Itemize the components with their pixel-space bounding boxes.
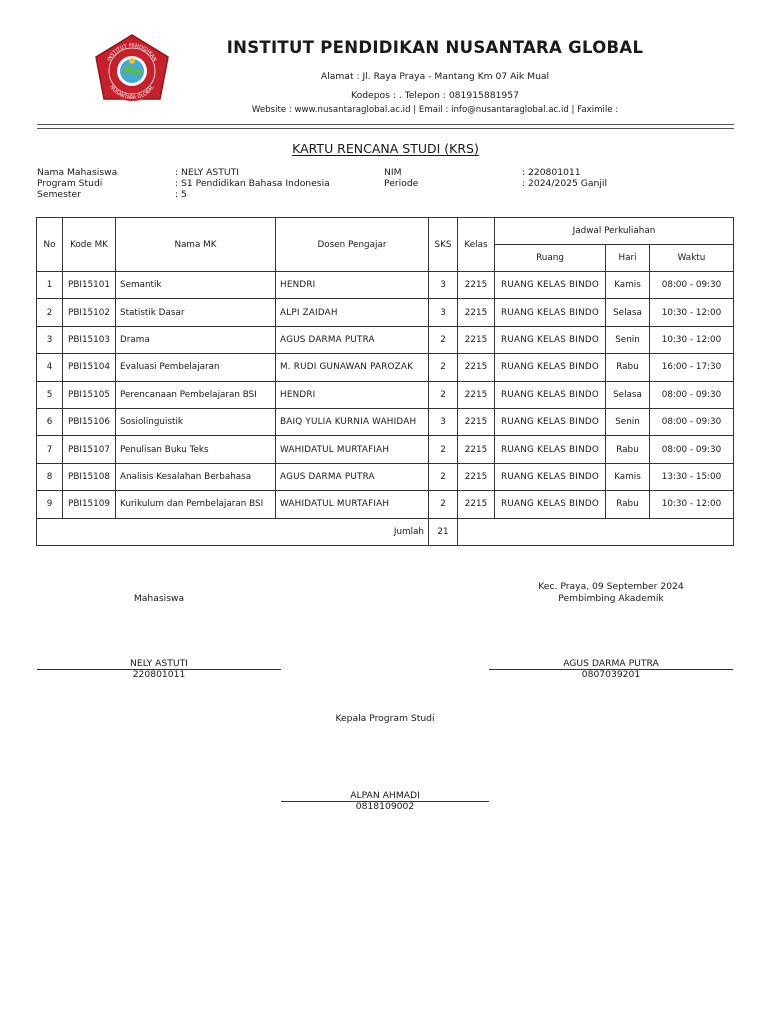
- table-row: [37, 272, 734, 299]
- cell-room: RUANG KELAS BINDO: [495, 381, 606, 408]
- cell-time: 16:00 - 17:30: [650, 354, 734, 381]
- cell-day: Rabu: [606, 354, 650, 381]
- cell-sks: 2: [429, 326, 458, 353]
- head-role: Kepala Program Studi: [335, 713, 435, 724]
- table-row: [37, 463, 734, 490]
- cell-lecturer: WAHIDATUL MURTAFIAH: [276, 491, 429, 518]
- cell-class: 2215: [458, 491, 495, 518]
- cell-no: 1: [37, 272, 63, 299]
- cell-class: 2215: [458, 381, 495, 408]
- cell-sks: 3: [429, 408, 458, 435]
- cell-room: RUANG KELAS BINDO: [495, 491, 606, 518]
- header-class: Kelas: [458, 218, 495, 272]
- cell-no: 5: [37, 381, 63, 408]
- cell-time: 08:00 - 09:30: [650, 436, 734, 463]
- place-date: Kec. Praya, 09 September 2024: [538, 581, 684, 592]
- cell-no: 4: [37, 354, 63, 381]
- cell-no: 3: [37, 326, 63, 353]
- total-empty-cell: [458, 518, 734, 545]
- cell-day: Rabu: [606, 436, 650, 463]
- cell-lecturer: BAIQ YULIA KURNIA WAHIDAH: [276, 408, 429, 435]
- cell-sks: 2: [429, 381, 458, 408]
- cell-class: 2215: [458, 326, 495, 353]
- header-no: No: [37, 218, 63, 272]
- header-divider: [37, 124, 734, 125]
- cell-day: Selasa: [606, 381, 650, 408]
- table-row: [37, 299, 734, 326]
- cell-code: PBI15101: [63, 272, 116, 299]
- header-course-code: Kode MK: [63, 218, 116, 272]
- cell-day: Rabu: [606, 491, 650, 518]
- institution-address: Alamat : Jl. Raya Praya - Mantang Km 07 Aik Mual: [320, 71, 550, 82]
- nim-label: NIM: [384, 167, 402, 178]
- cell-room: RUANG KELAS BINDO: [495, 326, 606, 353]
- student-role: Mahasiswa: [133, 593, 185, 604]
- cell-time: 10:30 - 12:00: [650, 326, 734, 353]
- cell-sks: 2: [429, 354, 458, 381]
- cell-class: 2215: [458, 272, 495, 299]
- cell-room: RUANG KELAS BINDO: [495, 272, 606, 299]
- cell-class: 2215: [458, 408, 495, 435]
- cell-sks: 3: [429, 272, 458, 299]
- program-label: Program Studi: [37, 178, 103, 189]
- semester-value: : 5: [175, 189, 187, 200]
- cell-time: 10:30 - 12:00: [650, 299, 734, 326]
- cell-code: PBI15105: [63, 381, 116, 408]
- period-value: : 2024/2025 Ganjil: [522, 178, 608, 189]
- cell-course: Drama: [116, 326, 276, 353]
- cell-day: Kamis: [606, 463, 650, 490]
- cell-code: PBI15109: [63, 491, 116, 518]
- cell-code: PBI15108: [63, 463, 116, 490]
- document-title-text: KARTU RENCANA STUDI (KRS): [292, 141, 479, 156]
- head-signature-id: 0818109002: [355, 801, 415, 812]
- krs-table: [36, 217, 734, 546]
- cell-time: 08:00 - 09:30: [650, 272, 734, 299]
- header-day: Hari: [606, 245, 650, 272]
- program-value: : S1 Pendidikan Bahasa Indonesia: [175, 178, 330, 189]
- cell-lecturer: HENDRI: [276, 381, 429, 408]
- cell-room: RUANG KELAS BINDO: [495, 408, 606, 435]
- institution-logo: [92, 33, 172, 108]
- student-name-label: Nama Mahasiswa: [37, 167, 118, 178]
- table-row: [37, 408, 734, 435]
- cell-day: Kamis: [606, 272, 650, 299]
- header-time: Waktu: [650, 245, 734, 272]
- cell-no: 7: [37, 436, 63, 463]
- cell-lecturer: ALPI ZAIDAH: [276, 299, 429, 326]
- institution-postal-phone: Kodepos : . Telepon : 081915881957: [351, 90, 519, 101]
- student-signature-id: 220801011: [132, 669, 186, 680]
- cell-course: Evaluasi Pembelajaran: [116, 354, 276, 381]
- advisor-signature-id: 0807039201: [581, 669, 641, 680]
- student-signature-name: NELY ASTUTI: [130, 658, 188, 669]
- cell-sks: 2: [429, 436, 458, 463]
- cell-room: RUANG KELAS BINDO: [495, 436, 606, 463]
- header-schedule: Jadwal Perkuliahan: [495, 218, 734, 245]
- advisor-role: Pembimbing Akademik: [558, 593, 664, 604]
- cell-sks: 2: [429, 463, 458, 490]
- cell-day: Senin: [606, 408, 650, 435]
- cell-course: Analisis Kesalahan Berbahasa: [116, 463, 276, 490]
- head-signature-name: ALPAN AHMADI: [350, 790, 420, 801]
- cell-course: Perencanaan Pembelajaran BSI: [116, 381, 276, 408]
- cell-lecturer: AGUS DARMA PUTRA: [276, 463, 429, 490]
- institution-name: INSTITUT PENDIDIKAN NUSANTARA GLOBAL: [226, 38, 644, 57]
- cell-class: 2215: [458, 436, 495, 463]
- table-row: [37, 381, 734, 408]
- student-name-value: : NELY ASTUTI: [175, 167, 239, 178]
- table-row: [37, 354, 734, 381]
- cell-sks: 2: [429, 491, 458, 518]
- cell-room: RUANG KELAS BINDO: [495, 463, 606, 490]
- header-course-name: Nama MK: [116, 218, 276, 272]
- cell-time: 13:30 - 15:00: [650, 463, 734, 490]
- cell-room: RUANG KELAS BINDO: [495, 354, 606, 381]
- cell-code: PBI15107: [63, 436, 116, 463]
- header-lecturer: Dosen Pengajar: [276, 218, 429, 272]
- total-label: Jumlah: [37, 518, 429, 545]
- cell-code: PBI15104: [63, 354, 116, 381]
- cell-day: Senin: [606, 326, 650, 353]
- cell-day: Selasa: [606, 299, 650, 326]
- header-room: Ruang: [495, 245, 606, 272]
- cell-class: 2215: [458, 463, 495, 490]
- table-row: [37, 326, 734, 353]
- total-sks: 21: [429, 518, 458, 545]
- document-title: [37, 141, 734, 156]
- nim-value: : 220801011: [522, 167, 581, 178]
- cell-course: Semantik: [116, 272, 276, 299]
- total-row: [37, 518, 734, 545]
- cell-sks: 3: [429, 299, 458, 326]
- cell-no: 9: [37, 491, 63, 518]
- semester-label: Semester: [37, 189, 81, 200]
- cell-lecturer: M. RUDI GUNAWAN PAROZAK: [276, 354, 429, 381]
- cell-no: 6: [37, 408, 63, 435]
- table-row: [37, 436, 734, 463]
- cell-lecturer: HENDRI: [276, 272, 429, 299]
- period-label: Periode: [384, 178, 419, 189]
- header-sks: SKS: [429, 218, 458, 272]
- cell-code: PBI15102: [63, 299, 116, 326]
- cell-time: 08:00 - 09:30: [650, 408, 734, 435]
- cell-time: 08:00 - 09:30: [650, 381, 734, 408]
- cell-lecturer: WAHIDATUL MURTAFIAH: [276, 436, 429, 463]
- cell-course: Statistik Dasar: [116, 299, 276, 326]
- cell-code: PBI15106: [63, 408, 116, 435]
- cell-course: Sosiolinguistik: [116, 408, 276, 435]
- advisor-signature-name: AGUS DARMA PUTRA: [563, 658, 659, 669]
- cell-no: 8: [37, 463, 63, 490]
- header-divider-secondary: [37, 128, 734, 129]
- cell-time: 10:30 - 12:00: [650, 491, 734, 518]
- cell-no: 2: [37, 299, 63, 326]
- cell-room: RUANG KELAS BINDO: [495, 299, 606, 326]
- cell-class: 2215: [458, 354, 495, 381]
- logo-text-bottom: NUSANTARA GLOBAL: [108, 84, 156, 102]
- cell-course: Penulisan Buku Teks: [116, 436, 276, 463]
- logo-text-top: INSTITUT PENDIDIKAN: [106, 42, 158, 63]
- institution-contact: Website : www.nusantaraglobal.ac.id | Email : info@nusantaraglobal.ac.id | Faximile :: [251, 105, 619, 115]
- cell-code: PBI15103: [63, 326, 116, 353]
- cell-course: Kurikulum dan Pembelajaran BSI: [116, 491, 276, 518]
- cell-lecturer: AGUS DARMA PUTRA: [276, 326, 429, 353]
- cell-class: 2215: [458, 299, 495, 326]
- table-row: [37, 491, 734, 518]
